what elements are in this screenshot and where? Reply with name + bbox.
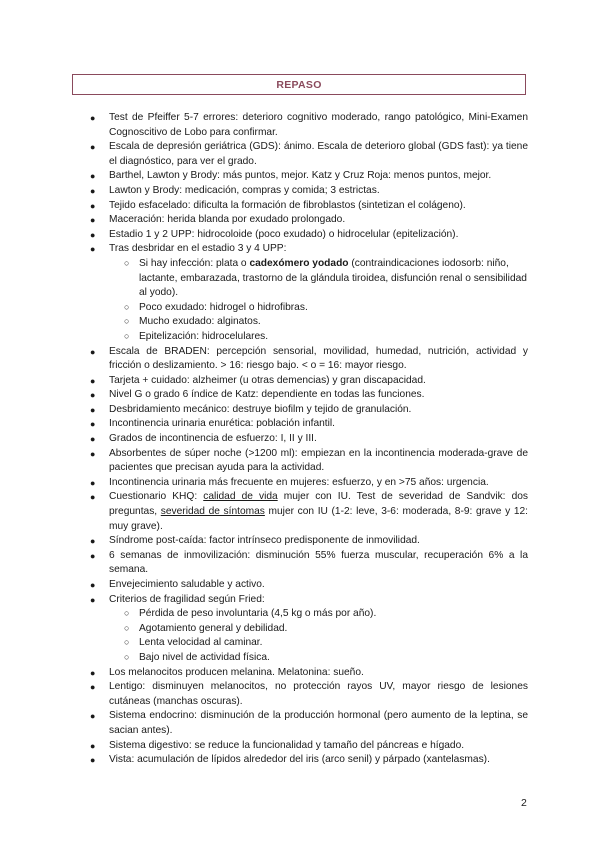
bullet-icon: ● — [90, 448, 96, 459]
list-item: ● 6 semanas de inmovilización: disminución 55% fuerza muscular, recuperación 6% a la semana. — [90, 549, 528, 576]
list-item: ● Maceración: herida blanda por exudado prolongado. — [90, 213, 528, 228]
bullet-icon: ● — [90, 711, 96, 722]
list-item: ● Escala de BRADEN: percepción sensorial, movilidad, humedad, nutrición, actividad y fricción o deslizamiento. > 16: riesgo bajo. < o = 16: mayor riesgo. — [90, 345, 528, 372]
sub-list-item: ○ Agotamiento general y debilidad. — [124, 622, 288, 634]
list-item: ● Nivel G o grado 6 índice de Katz: dependiente en todas las funciones. — [90, 388, 528, 403]
circle-bullet-icon: ○ — [124, 651, 130, 662]
circle-bullet-icon: ○ — [124, 330, 130, 341]
bullet-icon: ● — [90, 755, 96, 766]
sub-list-item: ○ Epitelización: hidrocelulares. — [124, 330, 269, 342]
bullet-icon: ● — [90, 594, 96, 605]
sub-list — [124, 607, 528, 665]
bullet-icon: ● — [90, 171, 96, 182]
circle-bullet-icon: ○ — [124, 301, 130, 312]
bullet-icon: ● — [90, 142, 96, 153]
sub-list-item: ○ Poco exudado: hidrogel o hidrofibras. — [124, 301, 308, 313]
list-item: ● Barthel, Lawton y Brody: más puntos, mejor. Katz y Cruz Roja: menos puntos, mejor. — [90, 169, 528, 184]
list-item: ● Criterios de fragilidad según Fried: — [90, 593, 528, 608]
list-item: ● Incontinencia urinaria enurética: población infantil. — [90, 417, 528, 432]
list-item: ● Cuestionario KHQ: calidad de vida mujer con IU. Test de severidad de Sandvik: dos preguntas, severidad de síntomas mujer con IU (1-2: leve, 3-6: moderada, 8-9: grave y 12: muy grave). — [90, 491, 528, 532]
list-item: ● Lentigo: disminuyen melanocitos, no protección rayos UV, mayor riesgo de lesiones cutáneas (manchas oscuras). — [90, 681, 528, 707]
bullet-icon: ● — [90, 434, 96, 445]
list-item: ● Sistema digestivo: se reduce la funcionalidad y tamaño del páncreas e hígado. — [90, 739, 528, 754]
bullet-icon: ● — [90, 229, 96, 240]
list-item: ● Test de Pfeiffer 5-7 errores: deterioro cognitivo moderado, rango patológico, Mini-Examen Cognoscitivo de Lobo para confirmar. — [90, 112, 528, 138]
list-item: ● Tejido esfacelado: dificulta la formación de fibroblastos (sintetizan el colágeno). — [90, 199, 528, 214]
list-item: ● Desbridamiento mecánico: destruye biofilm y tejido de granulación. — [90, 403, 528, 418]
bullet-icon: ● — [90, 682, 96, 693]
list-item: ● Grados de incontinencia de esfuerzo: I, II y III. — [90, 432, 528, 447]
bullet-icon: ● — [90, 113, 96, 123]
list-item: ● Envejecimiento saludable y activo. — [90, 578, 528, 593]
bullet-icon: ● — [90, 390, 96, 401]
title-box — [72, 74, 526, 95]
sub-list — [124, 257, 528, 345]
bullet-icon: ● — [90, 667, 96, 678]
list-item: ● Sistema endocrino: disminución de la producción hormonal (pero aumento de la leptina, se sacian antes). — [90, 710, 528, 736]
list-item: ● Tras desbridar en el estadio 3 y 4 UPP: — [90, 242, 528, 257]
sub-list-item: ○ Mucho exudado: alginatos. — [124, 316, 261, 328]
sub-list-item: ○ Si hay infección: plata o cadexómero yodado (contraindicaciones iodosorb: niño, lactante, embarazada, trastorno de la glándula tiroidea, disfunción renal o sensibilidad al yodo). — [124, 257, 527, 299]
bullet-icon: ● — [90, 580, 96, 590]
bullet-icon: ● — [90, 536, 96, 547]
bullet-icon: ● — [90, 200, 96, 211]
bullet-icon: ● — [90, 244, 96, 255]
circle-bullet-icon: ○ — [124, 622, 130, 633]
bullet-icon: ● — [90, 477, 96, 488]
page-title: REPASO — [276, 78, 322, 91]
list-item: ● Escala de depresión geriátrica (GDS): ánimo. Escala de deterioro global (GDS fast): ya tiene el diagnóstico, para ver el grado. — [90, 141, 528, 167]
list-item: ● Lawton y Brody: medicación, compras y comida; 3 estrictas. — [90, 184, 528, 199]
bullet-icon: ● — [90, 215, 96, 226]
bullet-list — [90, 111, 528, 768]
list-item: ● Absorbentes de súper noche (>1200 ml): empiezan en la incontinencia moderada-grave de pacientes que precisan ayuda para la actividad. — [90, 447, 528, 474]
list-item: ● Incontinencia urinaria más frecuente en mujeres: esfuerzo, y en >75 años: urgencia. — [90, 476, 528, 491]
bullet-icon: ● — [90, 404, 96, 415]
circle-bullet-icon: ○ — [124, 257, 130, 268]
bullet-icon: ● — [90, 492, 96, 503]
list-item: ● Vista: acumulación de lípidos alrededor del iris (arco senil) y párpado (xantelasmas). — [90, 753, 528, 768]
bullet-icon: ● — [90, 375, 96, 386]
circle-bullet-icon: ○ — [124, 608, 130, 619]
sub-list-item: ○ Pérdida de peso involuntaria (4,5 kg o más por año). — [124, 608, 377, 620]
list-item: ● Tarjeta + cuidado: alzheimer (u otras demencias) y gran discapacidad. — [90, 374, 528, 389]
sub-list-item: ○ Bajo nivel de actividad física. — [124, 651, 270, 663]
list-item: ● Síndrome post-caída: factor intrínseco predisponente de inmovilidad. — [90, 534, 528, 549]
bullet-icon: ● — [90, 740, 96, 751]
circle-bullet-icon: ○ — [124, 316, 130, 327]
bullet-icon: ● — [90, 185, 96, 196]
bullet-icon: ● — [90, 346, 96, 357]
page-number: 2 — [521, 797, 527, 809]
bullet-icon: ● — [90, 419, 96, 430]
sub-list-item: ○ Lenta velocidad al caminar. — [124, 637, 263, 649]
circle-bullet-icon: ○ — [124, 637, 130, 648]
bullet-icon: ● — [90, 550, 96, 561]
list-item: ● Estadio 1 y 2 UPP: hidrocoloide (poco exudado) o hidrocelular (epitelización). — [90, 228, 528, 243]
list-item: ● Los melanocitos producen melanina. Melatonina: sueño. — [90, 666, 528, 681]
